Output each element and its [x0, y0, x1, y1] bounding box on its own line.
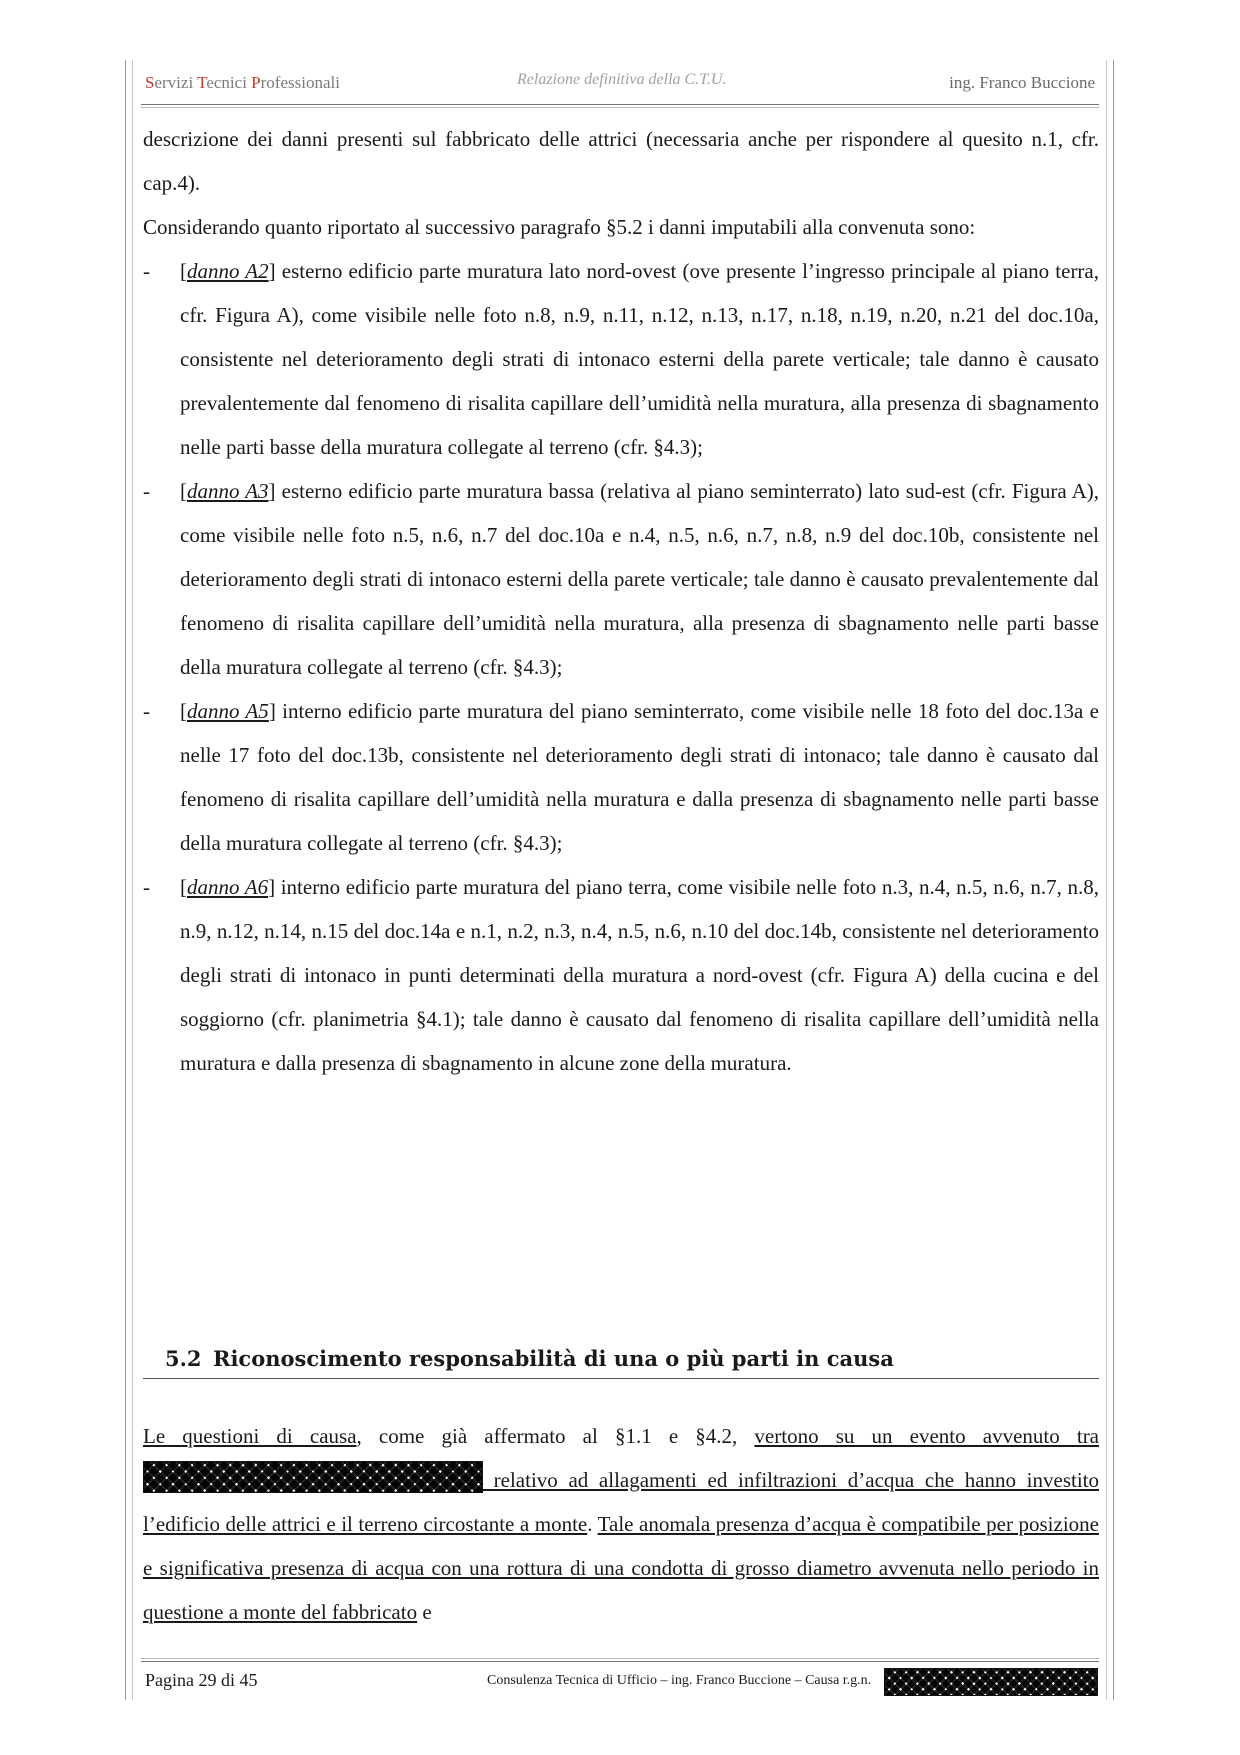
page-frame-left	[125, 60, 133, 1700]
paragraph-2: Considerando quanto riportato al successivo paragrafo §5.2 i danni imputabili alla convenuta sono:	[143, 215, 976, 239]
bracket-close: ]	[268, 259, 276, 283]
paragraph-1: descrizione dei danni presenti sul fabbricato delle attrici (necessaria anche per rispondere al quesito n.1, cfr. cap.4).	[143, 127, 1099, 195]
underlined-text: relativo ad allagamenti ed infiltrazioni d’acqua che hanno investito l’edificio delle attrici e il terreno circostante a monte	[143, 1468, 1099, 1536]
list-dash: -	[143, 479, 150, 503]
section-heading	[143, 1340, 1099, 1379]
bracket-open: [	[180, 479, 187, 503]
page-body	[143, 117, 1099, 1085]
bracket-close: ]	[268, 699, 276, 723]
underlined-text: vertono su un evento avvenuto tra	[754, 1424, 1100, 1448]
page-header	[141, 64, 1099, 100]
damage-tag: danno A3	[187, 479, 269, 503]
brand-word-servizi: ervizi	[154, 73, 198, 92]
damage-tag: danno A6	[187, 875, 269, 899]
header-author: ing. Franco Buccione	[949, 73, 1095, 92]
brand-word-tecnici: ecnici	[206, 73, 252, 92]
bracket-close: ]	[268, 875, 276, 899]
damage-tag: danno A5	[187, 699, 269, 723]
list-dash: -	[143, 699, 150, 723]
footer-redaction-block	[884, 1668, 1098, 1696]
list-dash: -	[143, 875, 150, 899]
footer-credits: Consulenza Tecnica di Ufficio – ing. Franco Buccione – Causa r.g.n.	[487, 1673, 872, 1688]
damage-description: esterno edificio parte muratura lato nord-ovest (ove presente l’ingresso principale al piano terra, cfr. Figura A), come visibile nelle foto n.8, n.9, n.11, n.12, n.13, n.17, n.18, n.19, n.20, n.21 del doc.10a, consistente nel deterioramento degli strati di intonaco esterni della parete verticale; tale danno è causato prevalentemente dal fenomeno di risalita capillare dell’umidità nella muratura, alla presenza di sbagnamento nelle parti basse della muratura collegate al terreno (cfr. §4.3);	[180, 259, 1099, 459]
underlined-text: Le questioni di causa	[143, 1424, 357, 1448]
plain-text: , come già affermato al §1.1 e §4.2,	[356, 1424, 755, 1448]
damage-description: interno edificio parte muratura del piano terra, come visibile nelle foto n.3, n.4, n.5, n.6, n.7, n.8, n.9, n.12, n.14, n.15 del doc.14a e n.1, n.2, n.3, n.4, n.5, n.6, n.10 del doc.14b, consistente nel deterioramento degli strati di intonaco in punti determinati della muratura a nord-ovest (cfr. Figura A) della cucina e del soggiorno (cfr. planimetria §4.1); tale danno è causato dal fenomeno di risalita capillare dell’umidità nella muratura e dalla presenza di sbagnamento in alcune zone della muratura.	[180, 875, 1099, 1075]
bracket-close: ]	[268, 479, 276, 503]
bracket-open: [	[180, 699, 187, 723]
list-item-a5	[143, 689, 1099, 865]
section-body	[143, 1393, 1099, 1655]
damage-description: esterno edificio parte muratura bassa (relativa al piano seminterrato) lato sud-est (cfr. Figura A), come visibile nelle foto n.5, n.6, n.7 del doc.10a e n.4, n.5, n.6, n.7, n.8, n.9 del doc.10b, consistente nel deterioramento degli strati di intonaco esterni della parete verticale; tale danno è causato prevalentemente dal fenomeno di risalita capillare dell’umidità nella muratura, alla presenza di sbagnamento nelle parti basse della muratura collegate al terreno (cfr. §4.3);	[180, 479, 1100, 679]
underlined-text: Tale anomala presenza d’acqua è compatibile per posizione e significativa presenza di acqua con una rottura di una condotta di grosso diametro avvenuta nello periodo in questione a monte del fabbricato	[143, 1512, 1099, 1624]
damage-description: interno edificio parte muratura del piano seminterrato, come visibile nelle 18 foto del doc.13a e nelle 17 foto del doc.13b, consistente nel deterioramento degli strati di intonaco; tale danno è causato dal fenomeno di risalita capillare dell’umidità nella muratura e dalla presenza di sbagnamento nelle parti basse della muratura collegate al terreno (cfr. §4.3);	[180, 699, 1099, 855]
list-dash: -	[143, 259, 150, 283]
header-brand	[145, 73, 340, 93]
brand-word-professionali: rofessionali	[260, 73, 340, 92]
plain-text: e	[417, 1600, 432, 1624]
list-item-a6	[143, 865, 1099, 1085]
brand-initial-p: P	[251, 73, 261, 92]
section-title: Riconoscimento responsabilità di una o più parti in causa	[213, 1346, 894, 1371]
bracket-open: [	[180, 875, 187, 899]
page-footer	[141, 1664, 1099, 1698]
footer-divider	[141, 1658, 1099, 1662]
header-divider	[141, 104, 1099, 108]
redaction-block	[143, 1461, 483, 1493]
plain-text: .	[587, 1512, 598, 1536]
damage-tag: danno A2	[187, 259, 269, 283]
section-paragraph	[143, 1414, 1099, 1634]
brand-initial-s: S	[145, 73, 155, 92]
list-item-a2	[143, 249, 1099, 469]
damage-list	[143, 249, 1099, 1085]
bracket-open: [	[180, 259, 187, 283]
brand-initial-t: T	[197, 73, 207, 92]
list-item-a3	[143, 469, 1099, 689]
section-number: 5.2	[165, 1346, 202, 1371]
page-number: Pagina 29 di 45	[145, 1670, 258, 1690]
page-frame-right	[1106, 60, 1114, 1700]
header-document-title: Relazione definitiva della C.T.U.	[517, 71, 727, 88]
